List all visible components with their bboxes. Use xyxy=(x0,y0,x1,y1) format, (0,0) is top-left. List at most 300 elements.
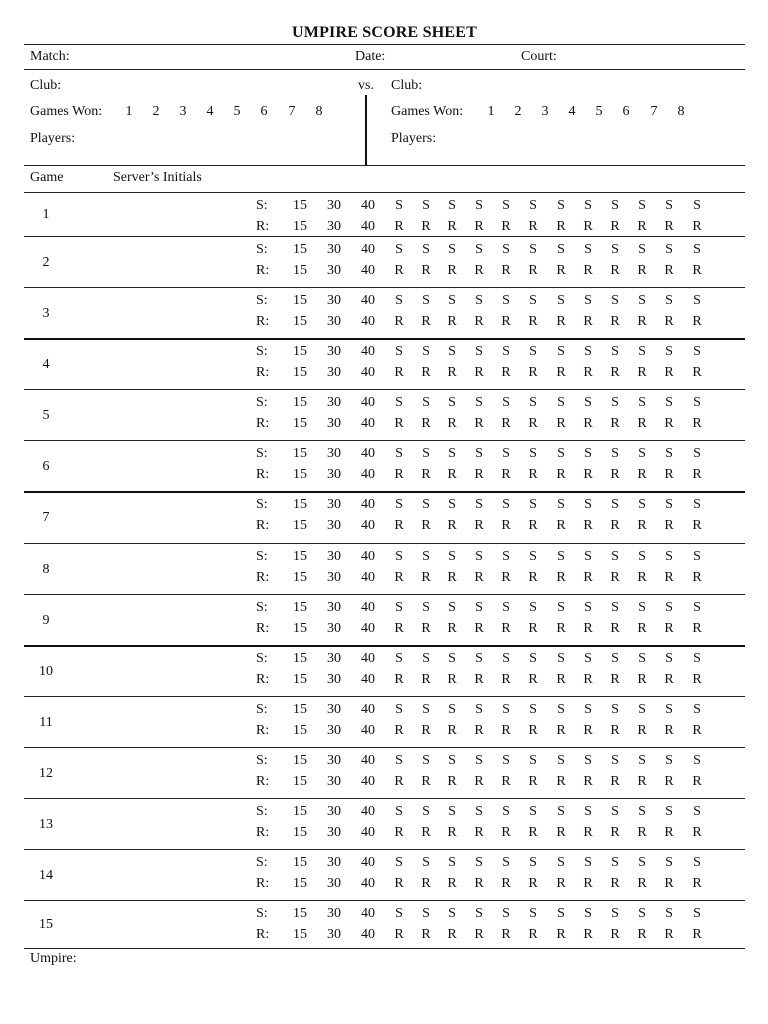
receiver-point-mark[interactable]: R xyxy=(501,927,511,942)
server-point-mark[interactable]: S xyxy=(448,344,456,359)
server-point-mark[interactable]: S xyxy=(422,855,430,870)
receiver-point-mark[interactable]: R xyxy=(692,927,702,942)
server-point-mark[interactable]: S xyxy=(475,198,483,213)
receiver-point-mark[interactable]: R xyxy=(447,518,457,533)
server-point-mark[interactable]: S xyxy=(502,293,510,308)
receiver-point-mark[interactable]: R xyxy=(447,774,457,789)
server-point-mark[interactable]: S xyxy=(611,549,619,564)
receiver-point-mark[interactable]: R xyxy=(394,723,404,738)
receiver-point-mark[interactable]: R xyxy=(692,219,702,234)
receiver-point-mark[interactable]: R xyxy=(528,416,538,431)
server-point-mark[interactable]: S xyxy=(448,497,456,512)
point-score[interactable]: 15 xyxy=(293,855,307,870)
receiver-point-mark[interactable]: R xyxy=(421,621,431,636)
server-point-mark[interactable]: S xyxy=(693,446,701,461)
server-point-mark[interactable]: S xyxy=(529,855,537,870)
point-score[interactable]: 30 xyxy=(327,753,341,768)
server-point-mark[interactable]: S xyxy=(529,242,537,257)
point-score[interactable]: 30 xyxy=(327,365,341,380)
server-point-mark[interactable]: S xyxy=(638,855,646,870)
point-score[interactable]: 40 xyxy=(361,702,375,717)
receiver-point-mark[interactable]: R xyxy=(447,825,457,840)
receiver-point-mark[interactable]: R xyxy=(692,621,702,636)
server-point-mark[interactable]: S xyxy=(475,395,483,410)
point-score[interactable]: 40 xyxy=(361,723,375,738)
receiver-point-mark[interactable]: R xyxy=(664,774,674,789)
receiver-point-mark[interactable]: R xyxy=(421,365,431,380)
server-point-mark[interactable]: S xyxy=(665,198,673,213)
point-score[interactable]: 40 xyxy=(361,600,375,615)
point-score[interactable]: 40 xyxy=(361,774,375,789)
receiver-point-mark[interactable]: R xyxy=(394,672,404,687)
server-point-mark[interactable]: S xyxy=(638,651,646,666)
receiver-point-mark[interactable]: R xyxy=(664,672,674,687)
receiver-point-mark[interactable]: R xyxy=(474,774,484,789)
receiver-point-mark[interactable]: R xyxy=(664,365,674,380)
point-score[interactable]: 15 xyxy=(293,723,307,738)
receiver-point-mark[interactable]: R xyxy=(528,365,538,380)
point-score[interactable]: 15 xyxy=(293,219,307,234)
receiver-point-mark[interactable]: R xyxy=(583,621,593,636)
server-point-mark[interactable]: S xyxy=(665,804,673,819)
server-point-mark[interactable]: S xyxy=(422,198,430,213)
server-point-mark[interactable]: S xyxy=(693,600,701,615)
receiver-point-mark[interactable]: R xyxy=(501,774,511,789)
receiver-point-mark[interactable]: R xyxy=(501,672,511,687)
server-point-mark[interactable]: S xyxy=(422,753,430,768)
receiver-point-mark[interactable]: R xyxy=(583,467,593,482)
server-point-mark[interactable]: S xyxy=(638,549,646,564)
point-score[interactable]: 30 xyxy=(327,702,341,717)
server-point-mark[interactable]: S xyxy=(557,702,565,717)
server-point-mark[interactable]: S xyxy=(665,906,673,921)
server-point-mark[interactable]: S xyxy=(529,651,537,666)
receiver-point-mark[interactable]: R xyxy=(637,672,647,687)
server-point-mark[interactable]: S xyxy=(475,446,483,461)
receiver-point-mark[interactable]: R xyxy=(501,825,511,840)
receiver-point-mark[interactable]: R xyxy=(528,219,538,234)
point-score[interactable]: 15 xyxy=(293,753,307,768)
receiver-point-mark[interactable]: R xyxy=(692,467,702,482)
receiver-point-mark[interactable]: R xyxy=(501,621,511,636)
receiver-point-mark[interactable]: R xyxy=(421,219,431,234)
point-score[interactable]: 15 xyxy=(293,518,307,533)
receiver-point-mark[interactable]: R xyxy=(474,672,484,687)
server-point-mark[interactable]: S xyxy=(638,753,646,768)
server-point-mark[interactable]: S xyxy=(557,293,565,308)
receiver-point-mark[interactable]: R xyxy=(501,876,511,891)
receiver-point-mark[interactable]: R xyxy=(394,825,404,840)
point-score[interactable]: 15 xyxy=(293,497,307,512)
point-score[interactable]: 30 xyxy=(327,219,341,234)
server-point-mark[interactable]: S xyxy=(665,344,673,359)
server-point-mark[interactable]: S xyxy=(693,344,701,359)
receiver-point-mark[interactable]: R xyxy=(528,876,538,891)
server-point-mark[interactable]: S xyxy=(693,242,701,257)
server-point-mark[interactable]: S xyxy=(584,395,592,410)
server-point-mark[interactable]: S xyxy=(557,446,565,461)
server-point-mark[interactable]: S xyxy=(395,600,403,615)
server-point-mark[interactable]: S xyxy=(529,600,537,615)
server-point-mark[interactable]: S xyxy=(529,497,537,512)
point-score[interactable]: 40 xyxy=(361,825,375,840)
receiver-point-mark[interactable]: R xyxy=(692,365,702,380)
receiver-point-mark[interactable]: R xyxy=(474,314,484,329)
server-point-mark[interactable]: S xyxy=(502,702,510,717)
receiver-point-mark[interactable]: R xyxy=(583,927,593,942)
receiver-point-mark[interactable]: R xyxy=(610,825,620,840)
receiver-point-mark[interactable]: R xyxy=(637,570,647,585)
receiver-point-mark[interactable]: R xyxy=(447,314,457,329)
point-score[interactable]: 15 xyxy=(293,416,307,431)
server-point-mark[interactable]: S xyxy=(611,804,619,819)
receiver-point-mark[interactable]: R xyxy=(394,314,404,329)
point-score[interactable]: 15 xyxy=(293,876,307,891)
server-point-mark[interactable]: S xyxy=(665,702,673,717)
receiver-point-mark[interactable]: R xyxy=(528,263,538,278)
server-point-mark[interactable]: S xyxy=(584,906,592,921)
server-point-mark[interactable]: S xyxy=(638,395,646,410)
receiver-point-mark[interactable]: R xyxy=(394,416,404,431)
server-point-mark[interactable]: S xyxy=(665,549,673,564)
receiver-point-mark[interactable]: R xyxy=(664,219,674,234)
server-point-mark[interactable]: S xyxy=(638,293,646,308)
server-point-mark[interactable]: S xyxy=(395,549,403,564)
receiver-point-mark[interactable]: R xyxy=(421,723,431,738)
server-point-mark[interactable]: S xyxy=(611,198,619,213)
receiver-point-mark[interactable]: R xyxy=(692,518,702,533)
point-score[interactable]: 15 xyxy=(293,825,307,840)
point-score[interactable]: 30 xyxy=(327,876,341,891)
server-point-mark[interactable]: S xyxy=(665,395,673,410)
server-point-mark[interactable]: S xyxy=(665,242,673,257)
point-score[interactable]: 40 xyxy=(361,242,375,257)
receiver-point-mark[interactable]: R xyxy=(447,467,457,482)
receiver-point-mark[interactable]: R xyxy=(501,570,511,585)
receiver-point-mark[interactable]: R xyxy=(664,723,674,738)
server-point-mark[interactable]: S xyxy=(529,804,537,819)
server-point-mark[interactable]: S xyxy=(557,651,565,666)
server-point-mark[interactable]: S xyxy=(395,198,403,213)
point-score[interactable]: 30 xyxy=(327,672,341,687)
receiver-point-mark[interactable]: R xyxy=(394,518,404,533)
receiver-point-mark[interactable]: R xyxy=(447,365,457,380)
receiver-point-mark[interactable]: R xyxy=(583,723,593,738)
server-point-mark[interactable]: S xyxy=(557,906,565,921)
receiver-point-mark[interactable]: R xyxy=(447,263,457,278)
point-score[interactable]: 40 xyxy=(361,219,375,234)
point-score[interactable]: 15 xyxy=(293,293,307,308)
server-point-mark[interactable]: S xyxy=(422,906,430,921)
server-point-mark[interactable]: S xyxy=(422,804,430,819)
receiver-point-mark[interactable]: R xyxy=(501,723,511,738)
server-point-mark[interactable]: S xyxy=(448,855,456,870)
server-point-mark[interactable]: S xyxy=(529,906,537,921)
receiver-point-mark[interactable]: R xyxy=(610,876,620,891)
receiver-point-mark[interactable]: R xyxy=(610,672,620,687)
server-point-mark[interactable]: S xyxy=(448,242,456,257)
receiver-point-mark[interactable]: R xyxy=(583,774,593,789)
receiver-point-mark[interactable]: R xyxy=(474,927,484,942)
point-score[interactable]: 30 xyxy=(327,198,341,213)
server-point-mark[interactable]: S xyxy=(584,344,592,359)
server-point-mark[interactable]: S xyxy=(422,395,430,410)
point-score[interactable]: 30 xyxy=(327,804,341,819)
receiver-point-mark[interactable]: R xyxy=(394,570,404,585)
server-point-mark[interactable]: S xyxy=(395,702,403,717)
point-score[interactable]: 30 xyxy=(327,927,341,942)
server-point-mark[interactable]: S xyxy=(557,804,565,819)
server-point-mark[interactable]: S xyxy=(502,600,510,615)
server-point-mark[interactable]: S xyxy=(557,753,565,768)
point-score[interactable]: 40 xyxy=(361,263,375,278)
receiver-point-mark[interactable]: R xyxy=(583,263,593,278)
point-score[interactable]: 40 xyxy=(361,570,375,585)
server-point-mark[interactable]: S xyxy=(557,600,565,615)
server-point-mark[interactable]: S xyxy=(693,395,701,410)
server-point-mark[interactable]: S xyxy=(529,344,537,359)
receiver-point-mark[interactable]: R xyxy=(610,621,620,636)
server-point-mark[interactable]: S xyxy=(584,651,592,666)
receiver-point-mark[interactable]: R xyxy=(556,467,566,482)
point-score[interactable]: 15 xyxy=(293,344,307,359)
receiver-point-mark[interactable]: R xyxy=(692,263,702,278)
server-point-mark[interactable]: S xyxy=(557,242,565,257)
server-point-mark[interactable]: S xyxy=(529,293,537,308)
server-point-mark[interactable]: S xyxy=(422,651,430,666)
receiver-point-mark[interactable]: R xyxy=(583,672,593,687)
server-point-mark[interactable]: S xyxy=(584,855,592,870)
receiver-point-mark[interactable]: R xyxy=(556,927,566,942)
point-score[interactable]: 15 xyxy=(293,446,307,461)
receiver-point-mark[interactable]: R xyxy=(474,723,484,738)
server-point-mark[interactable]: S xyxy=(557,497,565,512)
server-point-mark[interactable]: S xyxy=(611,242,619,257)
point-score[interactable]: 15 xyxy=(293,927,307,942)
receiver-point-mark[interactable]: R xyxy=(474,416,484,431)
server-point-mark[interactable]: S xyxy=(584,497,592,512)
point-score[interactable]: 30 xyxy=(327,395,341,410)
server-point-mark[interactable]: S xyxy=(638,702,646,717)
receiver-point-mark[interactable]: R xyxy=(637,219,647,234)
server-point-mark[interactable]: S xyxy=(693,497,701,512)
point-score[interactable]: 40 xyxy=(361,906,375,921)
server-point-mark[interactable]: S xyxy=(693,293,701,308)
point-score[interactable]: 15 xyxy=(293,549,307,564)
server-point-mark[interactable]: S xyxy=(529,549,537,564)
server-point-mark[interactable]: S xyxy=(693,549,701,564)
receiver-point-mark[interactable]: R xyxy=(528,621,538,636)
point-score[interactable]: 15 xyxy=(293,263,307,278)
receiver-point-mark[interactable]: R xyxy=(637,314,647,329)
receiver-point-mark[interactable]: R xyxy=(610,365,620,380)
receiver-point-mark[interactable]: R xyxy=(474,876,484,891)
receiver-point-mark[interactable]: R xyxy=(583,314,593,329)
server-point-mark[interactable]: S xyxy=(422,446,430,461)
receiver-point-mark[interactable]: R xyxy=(637,723,647,738)
receiver-point-mark[interactable]: R xyxy=(394,467,404,482)
receiver-point-mark[interactable]: R xyxy=(474,825,484,840)
receiver-point-mark[interactable]: R xyxy=(447,621,457,636)
server-point-mark[interactable]: S xyxy=(611,497,619,512)
server-point-mark[interactable]: S xyxy=(475,906,483,921)
point-score[interactable]: 30 xyxy=(327,518,341,533)
receiver-point-mark[interactable]: R xyxy=(556,518,566,533)
receiver-point-mark[interactable]: R xyxy=(528,723,538,738)
point-score[interactable]: 40 xyxy=(361,753,375,768)
receiver-point-mark[interactable]: R xyxy=(610,927,620,942)
point-score[interactable]: 15 xyxy=(293,570,307,585)
receiver-point-mark[interactable]: R xyxy=(556,876,566,891)
receiver-point-mark[interactable]: R xyxy=(447,927,457,942)
server-point-mark[interactable]: S xyxy=(638,242,646,257)
receiver-point-mark[interactable]: R xyxy=(447,570,457,585)
receiver-point-mark[interactable]: R xyxy=(637,774,647,789)
receiver-point-mark[interactable]: R xyxy=(556,219,566,234)
receiver-point-mark[interactable]: R xyxy=(583,365,593,380)
server-point-mark[interactable]: S xyxy=(638,600,646,615)
receiver-point-mark[interactable]: R xyxy=(501,263,511,278)
point-score[interactable]: 40 xyxy=(361,314,375,329)
server-point-mark[interactable]: S xyxy=(395,293,403,308)
server-point-mark[interactable]: S xyxy=(557,549,565,564)
server-point-mark[interactable]: S xyxy=(448,293,456,308)
server-point-mark[interactable]: S xyxy=(611,855,619,870)
server-point-mark[interactable]: S xyxy=(529,753,537,768)
server-point-mark[interactable]: S xyxy=(557,344,565,359)
receiver-point-mark[interactable]: R xyxy=(501,314,511,329)
point-score[interactable]: 30 xyxy=(327,416,341,431)
server-point-mark[interactable]: S xyxy=(584,446,592,461)
point-score[interactable]: 15 xyxy=(293,906,307,921)
point-score[interactable]: 15 xyxy=(293,365,307,380)
server-point-mark[interactable]: S xyxy=(395,804,403,819)
server-point-mark[interactable]: S xyxy=(502,549,510,564)
server-point-mark[interactable]: S xyxy=(422,600,430,615)
server-point-mark[interactable]: S xyxy=(557,198,565,213)
server-point-mark[interactable]: S xyxy=(557,395,565,410)
receiver-point-mark[interactable]: R xyxy=(447,416,457,431)
server-point-mark[interactable]: S xyxy=(584,242,592,257)
point-score[interactable]: 30 xyxy=(327,906,341,921)
receiver-point-mark[interactable]: R xyxy=(637,263,647,278)
receiver-point-mark[interactable]: R xyxy=(692,723,702,738)
receiver-point-mark[interactable]: R xyxy=(692,774,702,789)
point-score[interactable]: 40 xyxy=(361,672,375,687)
point-score[interactable]: 40 xyxy=(361,467,375,482)
receiver-point-mark[interactable]: R xyxy=(421,518,431,533)
receiver-point-mark[interactable]: R xyxy=(610,570,620,585)
server-point-mark[interactable]: S xyxy=(693,753,701,768)
receiver-point-mark[interactable]: R xyxy=(664,467,674,482)
server-point-mark[interactable]: S xyxy=(611,395,619,410)
point-score[interactable]: 30 xyxy=(327,825,341,840)
point-score[interactable]: 40 xyxy=(361,876,375,891)
server-point-mark[interactable]: S xyxy=(584,293,592,308)
point-score[interactable]: 40 xyxy=(361,293,375,308)
server-point-mark[interactable]: S xyxy=(475,804,483,819)
server-point-mark[interactable]: S xyxy=(395,753,403,768)
server-point-mark[interactable]: S xyxy=(693,855,701,870)
server-point-mark[interactable]: S xyxy=(611,293,619,308)
server-point-mark[interactable]: S xyxy=(665,293,673,308)
server-point-mark[interactable]: S xyxy=(693,702,701,717)
receiver-point-mark[interactable]: R xyxy=(474,467,484,482)
server-point-mark[interactable]: S xyxy=(611,906,619,921)
point-score[interactable]: 15 xyxy=(293,600,307,615)
point-score[interactable]: 15 xyxy=(293,314,307,329)
server-point-mark[interactable]: S xyxy=(475,600,483,615)
receiver-point-mark[interactable]: R xyxy=(637,416,647,431)
receiver-point-mark[interactable]: R xyxy=(447,723,457,738)
point-score[interactable]: 30 xyxy=(327,855,341,870)
receiver-point-mark[interactable]: R xyxy=(692,314,702,329)
server-point-mark[interactable]: S xyxy=(529,395,537,410)
receiver-point-mark[interactable]: R xyxy=(501,416,511,431)
receiver-point-mark[interactable]: R xyxy=(664,621,674,636)
server-point-mark[interactable]: S xyxy=(422,702,430,717)
receiver-point-mark[interactable]: R xyxy=(637,825,647,840)
point-score[interactable]: 15 xyxy=(293,467,307,482)
receiver-point-mark[interactable]: R xyxy=(421,774,431,789)
point-score[interactable]: 15 xyxy=(293,198,307,213)
server-point-mark[interactable]: S xyxy=(448,198,456,213)
receiver-point-mark[interactable]: R xyxy=(501,365,511,380)
server-point-mark[interactable]: S xyxy=(529,446,537,461)
receiver-point-mark[interactable]: R xyxy=(474,570,484,585)
receiver-point-mark[interactable]: R xyxy=(610,774,620,789)
receiver-point-mark[interactable]: R xyxy=(610,314,620,329)
receiver-point-mark[interactable]: R xyxy=(610,416,620,431)
server-point-mark[interactable]: S xyxy=(475,344,483,359)
server-point-mark[interactable]: S xyxy=(475,702,483,717)
server-point-mark[interactable]: S xyxy=(611,702,619,717)
server-point-mark[interactable]: S xyxy=(448,804,456,819)
receiver-point-mark[interactable]: R xyxy=(583,518,593,533)
receiver-point-mark[interactable]: R xyxy=(583,416,593,431)
receiver-point-mark[interactable]: R xyxy=(528,672,538,687)
server-point-mark[interactable]: S xyxy=(475,497,483,512)
receiver-point-mark[interactable]: R xyxy=(528,518,538,533)
server-point-mark[interactable]: S xyxy=(502,198,510,213)
point-score[interactable]: 30 xyxy=(327,467,341,482)
receiver-point-mark[interactable]: R xyxy=(421,416,431,431)
server-point-mark[interactable]: S xyxy=(475,549,483,564)
point-score[interactable]: 30 xyxy=(327,651,341,666)
receiver-point-mark[interactable]: R xyxy=(556,825,566,840)
receiver-point-mark[interactable]: R xyxy=(637,467,647,482)
receiver-point-mark[interactable]: R xyxy=(528,774,538,789)
point-score[interactable]: 40 xyxy=(361,927,375,942)
receiver-point-mark[interactable]: R xyxy=(528,825,538,840)
point-score[interactable]: 15 xyxy=(293,651,307,666)
server-point-mark[interactable]: S xyxy=(395,395,403,410)
receiver-point-mark[interactable]: R xyxy=(394,219,404,234)
receiver-point-mark[interactable]: R xyxy=(394,774,404,789)
point-score[interactable]: 15 xyxy=(293,774,307,789)
receiver-point-mark[interactable]: R xyxy=(394,263,404,278)
server-point-mark[interactable]: S xyxy=(665,651,673,666)
receiver-point-mark[interactable]: R xyxy=(556,774,566,789)
receiver-point-mark[interactable]: R xyxy=(664,927,674,942)
receiver-point-mark[interactable]: R xyxy=(637,621,647,636)
point-score[interactable]: 40 xyxy=(361,621,375,636)
server-point-mark[interactable]: S xyxy=(422,242,430,257)
receiver-point-mark[interactable]: R xyxy=(664,263,674,278)
server-point-mark[interactable]: S xyxy=(529,198,537,213)
receiver-point-mark[interactable]: R xyxy=(421,927,431,942)
receiver-point-mark[interactable]: R xyxy=(421,263,431,278)
